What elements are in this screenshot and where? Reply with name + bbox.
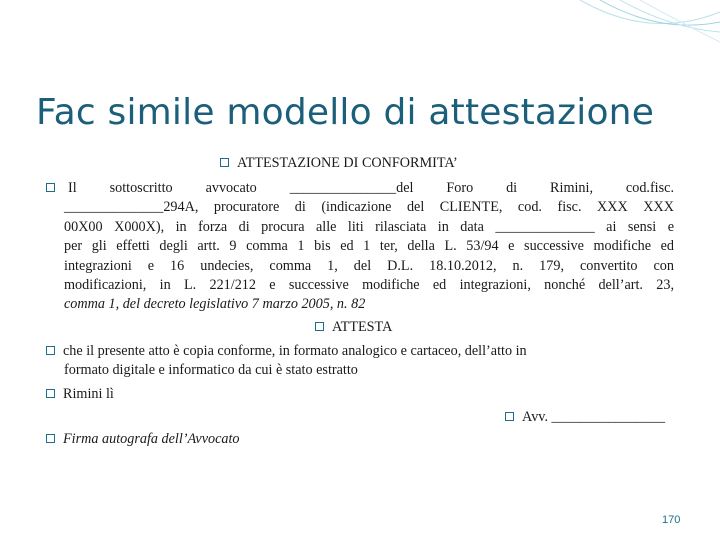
paragraph-line: per gli effetti degli artt. 9 comma 1 bis ed 1 ter, della L. 53/94 e successive modifiche ed	[64, 238, 674, 254]
paragraph-line: integrazioni e 16 undecies, comma 1, del D.L. 18.10.2012, n. 179, convertito con	[64, 258, 674, 274]
copy-line: che il presente atto è copia conforme, in formato analogico e cartaceo, dell’atto in	[63, 343, 527, 359]
page-number: 170	[662, 514, 681, 526]
checkbox-bullet-icon	[315, 322, 324, 331]
paragraph-line: Il sottoscritto avvocato _______________del Foro di Rimini, cod.fisc.	[68, 180, 674, 196]
attesta-heading: ATTESTA	[332, 319, 393, 335]
checkbox-bullet-icon	[46, 183, 55, 192]
checkbox-bullet-icon	[46, 389, 55, 398]
signature-note-row	[46, 430, 240, 449]
corner-decoration	[560, 0, 720, 60]
document-heading: ATTESTAZIONE DI CONFORMITA’	[237, 155, 458, 171]
heading-row	[220, 154, 458, 173]
place-row	[46, 385, 114, 404]
signature-note: Firma autografa dell’Avvocato	[63, 431, 240, 447]
paragraph-line: 00X00 X000X), in forza di procura alle liti rilasciata in data ______________ ai sensi e	[64, 219, 674, 235]
checkbox-bullet-icon	[46, 346, 55, 355]
checkbox-bullet-icon	[220, 158, 229, 167]
paragraph-line: comma 1, del decreto legislativo 7 marzo 2005, n. 82	[64, 296, 366, 312]
signature-row	[505, 408, 665, 427]
copy-row	[46, 342, 527, 361]
signature-line: Avv. ________________	[522, 409, 666, 425]
page-title: Fac simile modello di attestazione	[36, 92, 655, 133]
attesta-row	[315, 318, 392, 337]
paragraph-line: ______________294A, procuratore di (indicazione del CLIENTE, cod. fisc. XXX XXX	[64, 199, 674, 215]
checkbox-bullet-icon	[505, 412, 514, 421]
paragraph-line: modificazioni, in L. 221/212 e successive modifiche ed integrazioni, nonché dell’art. 23,	[64, 277, 674, 293]
place-text: Rimini lì	[63, 386, 114, 402]
paragraph-first-bullet	[46, 179, 63, 198]
copy-line: formato digitale e informatico da cui è stato estratto	[64, 362, 358, 378]
checkbox-bullet-icon	[46, 434, 55, 443]
